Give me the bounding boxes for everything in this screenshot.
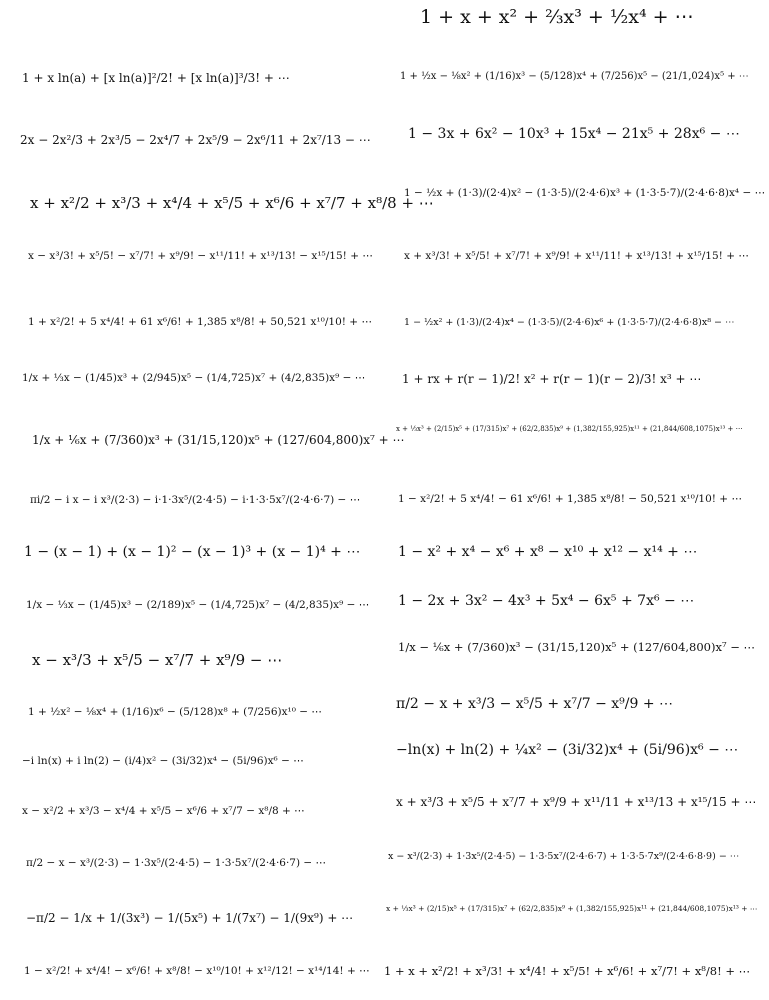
formula-left-11: x − x³/3 + x⁵/5 − x⁷/7 + x⁹/9 − ⋯ — [32, 651, 283, 669]
formula-left-12: 1 + ½x² − ⅛x⁴ + (1/16)x⁶ − (5/128)x⁸ + (7/256)x¹⁰ − ⋯ — [28, 706, 322, 718]
formula-left-15: π/2 − x − x³/(2·3) − 1·3x⁵/(2·4·5) − 1·3·5x⁷/(2·4·6·7) − ⋯ — [26, 857, 327, 869]
formula-left-4: x − x³/3! + x⁵/5! − x⁷/7! + x⁹/9! − x¹¹/11! + x¹³/13! − x¹⁵/15! + ⋯ — [28, 250, 373, 262]
formula-right-5: 1 − ½x² + (1·3)/(2·4)x⁴ − (1·3·5)/(2·4·6)x⁶ + (1·3·5·7)/(2·4·6·8)x⁸ − ⋯ — [404, 317, 735, 328]
formula-right-1: 1 + ½x − ⅛x² + (1/16)x³ − (5/128)x⁴ + (7/256)x⁵ − (21/1,024)x⁵ + ⋯ — [400, 71, 749, 82]
formula-left-14: x − x²/2 + x³/3 − x⁴/4 + x⁵/5 − x⁶/6 + x⁷/7 − x⁸/8 + ⋯ — [22, 805, 305, 817]
formula-right-10: 1 − 2x + 3x² − 4x³ + 5x⁴ − 6x⁵ + 7x⁶ − ⋯ — [398, 593, 695, 609]
formula-left-8: πi/2 − i x − i x³/(2·3) − i·1·3x⁵/(2·4·5) − i·1·3·5x⁷/(2·4·6·7) − ⋯ — [30, 494, 361, 506]
formula-left-2: 2x − 2x²/3 + 2x³/5 − 2x⁴/7 + 2x⁵/9 − 2x⁶/11 + 2x⁷/13 − ⋯ — [20, 133, 371, 147]
formula-right-11: 1/x − ⅙x + (7/360)x³ − (31/15,120)x⁵ + (127/604,800)x⁷ − ⋯ — [398, 640, 756, 654]
formula-left-17: 1 − x²/2! + x⁴/4! − x⁶/6! + x⁸/8! − x¹⁰/10! + x¹²/12! − x¹⁴/14! + ⋯ — [24, 965, 370, 977]
formula-left-6: 1/x + ⅓x − (1/45)x³ + (2/945)x⁵ − (1/4,725)x⁷ + (4/2,835)x⁹ − ⋯ — [22, 372, 366, 384]
formula-left-9: 1 − (x − 1) + (x − 1)² − (x − 1)³ + (x − 1)⁴ + ⋯ — [24, 544, 361, 560]
header-formula: 1 + x + x² + ⅔x³ + ½x⁴ + ⋯ — [420, 6, 694, 28]
formula-right-16: x + ⅓x³ + (2/15)x⁵ + (17/315)x⁷ + (62/2,835)x⁹ + (1,382/155,925)x¹¹ + (21,844/608,1075)x¹³ + ⋯ — [386, 904, 758, 913]
formula-left-16: −π/2 − 1/x + 1/(3x³) − 1/(5x⁵) + 1/(7x⁷) − 1/(9x⁹) + ⋯ — [26, 911, 354, 925]
formula-left-1: 1 + x ln(a) + [x ln(a)]²/2! + [x ln(a)]³/3! + ⋯ — [22, 71, 290, 85]
formula-right-13: −ln(x) + ln(2) + ¼x² − (3i/32)x⁴ + (5i/96)x⁶ − ⋯ — [396, 742, 739, 758]
formula-right-7: x + ⅓x³ + (2/15)x⁵ + (17/315)x⁷ + (62/2,835)x⁹ + (1,382/155,925)x¹¹ + (21,844/608,1075)x¹³ + ⋯ — [396, 425, 743, 433]
formula-right-14: x + x³/3 + x⁵/5 + x⁷/7 + x⁹/9 + x¹¹/11 + x¹³/13 + x¹⁵/15 + ⋯ — [396, 795, 757, 809]
formula-right-8: 1 − x²/2! + 5 x⁴/4! − 61 x⁶/6! + 1,385 x⁸/8! − 50,521 x¹⁰/10! + ⋯ — [398, 493, 742, 505]
formula-right-3: 1 − ½x + (1·3)/(2·4)x² − (1·3·5)/(2·4·6)x³ + (1·3·5·7)/(2·4·6·8)x⁴ − ⋯ — [404, 187, 766, 199]
formula-left-5: 1 + x²/2! + 5 x⁴/4! + 61 x⁶/6! + 1,385 x⁸/8! + 50,521 x¹⁰/10! + ⋯ — [28, 316, 372, 328]
formula-left-7: 1/x + ⅙x + (7/360)x³ + (31/15,120)x⁵ + (127/604,800)x⁷ + ⋯ — [32, 433, 405, 447]
formula-left-3: x + x²/2 + x³/3 + x⁴/4 + x⁵/5 + x⁶/6 + x⁷/7 + x⁸/8 + ⋯ — [30, 194, 434, 212]
formula-right-6: 1 + rx + r(r − 1)/2! x² + r(r − 1)(r − 2)/3! x³ + ⋯ — [402, 372, 702, 386]
formula-right-15: x − x³/(2·3) + 1·3x⁵/(2·4·5) − 1·3·5x⁷/(2·4·6·7) + 1·3·5·7x⁹/(2·4·6·8·9) − ⋯ — [388, 851, 740, 862]
formula-right-17: 1 + x + x²/2! + x³/3! + x⁴/4! + x⁵/5! + x⁶/6! + x⁷/7! + x⁸/8! + ⋯ — [384, 964, 751, 978]
formula-left-10: 1/x − ⅓x − (1/45)x³ − (2/189)x⁵ − (1/4,725)x⁷ − (4/2,835)x⁹ − ⋯ — [26, 599, 370, 611]
formula-right-4: x + x³/3! + x⁵/5! + x⁷/7! + x⁹/9! + x¹¹/11! + x¹³/13! + x¹⁵/15! + ⋯ — [404, 250, 749, 262]
formula-right-12: π/2 − x + x³/3 − x⁵/5 + x⁷/7 − x⁹/9 + ⋯ — [396, 696, 674, 712]
formula-right-9: 1 − x² + x⁴ − x⁶ + x⁸ − x¹⁰ + x¹² − x¹⁴ + ⋯ — [398, 544, 698, 560]
formula-right-2: 1 − 3x + 6x² − 10x³ + 15x⁴ − 21x⁵ + 28x⁶ − ⋯ — [408, 126, 740, 142]
formula-left-13: −i ln(x) + i ln(2) − (i/4)x² − (3i/32)x⁴ − (5i/96)x⁶ − ⋯ — [22, 755, 304, 767]
